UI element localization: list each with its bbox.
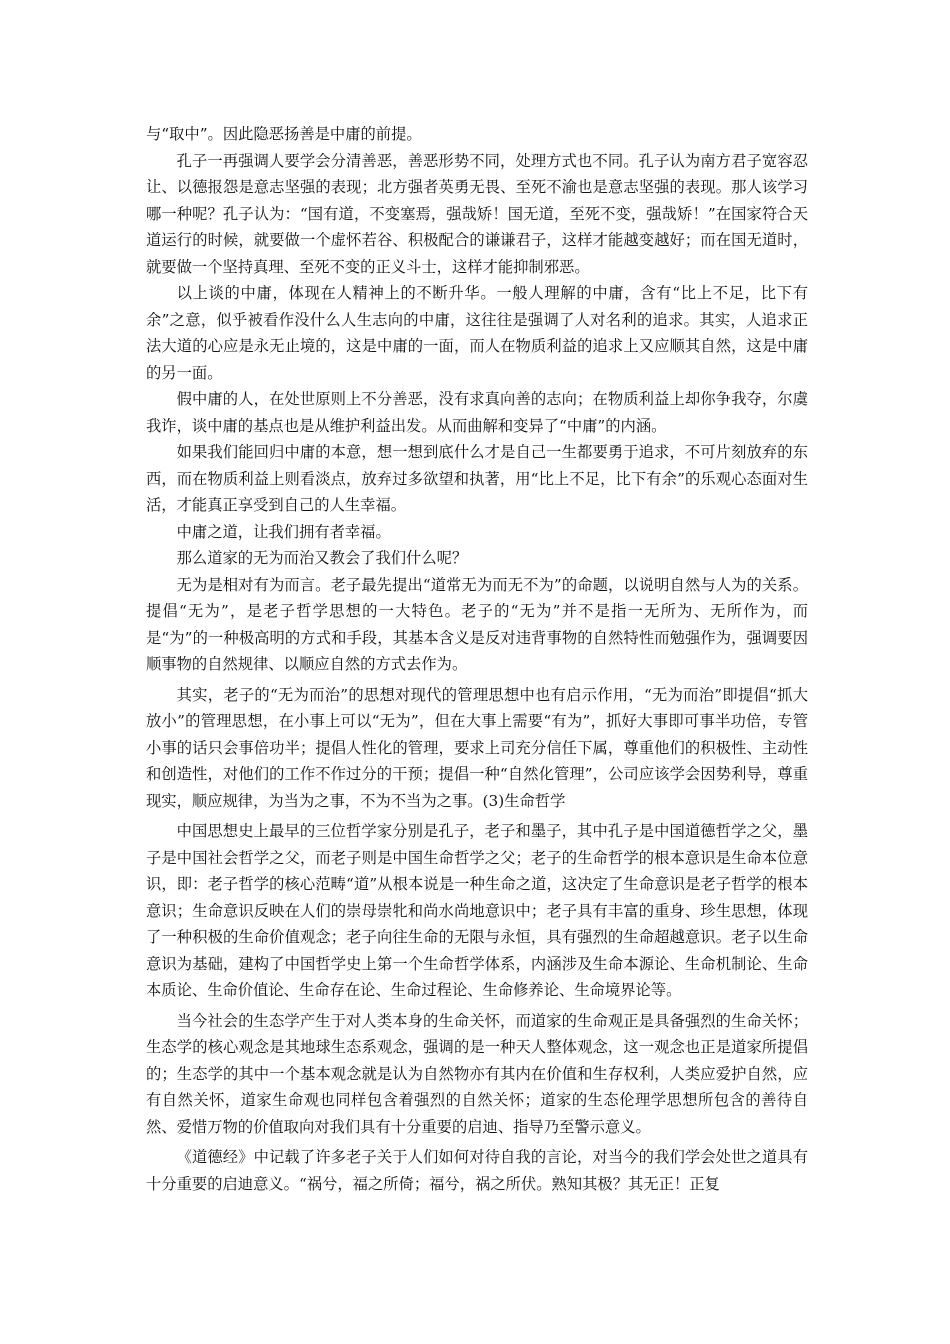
- paragraph-false-zhongyong: 假中庸的人，在处世原则上不分善恶，没有求真向善的志向；在物质利益上却你争我夺，尔虞我诈，谈中庸的基点也是从维护利益出发。从而曲解和变异了“中庸”的内涵。: [146, 390, 808, 435]
- paragraph-wuwei-definition: 无为是相对有为而言。老子最先提出“道常无为而无不为”的命题，以说明自然与人为的关系。提倡“无为”，是老子哲学思想的一大特色。老子的“无为”并不是指一无所为、无所作为，而是“为”的一种极高明的方式和手段，其基本含义是反对违背事物的自然特性而勉强作为，强调要因顺事物的自然规律、以顺应自然的方式去作为。: [146, 575, 808, 673]
- document-page: [146, 121, 808, 1197]
- paragraph-daodejing: 《道德经》中记载了许多老子关于人们如何对待自我的言论，对当今的我们学会处世之道具有十分重要的启迪意义。“祸兮，福之所倚；福兮，祸之所伏。熟知其极？其无正！正复: [146, 1148, 808, 1193]
- paragraph-zhongyong-spirit: 以上谈的中庸，体现在人精神上的不断升华。一般人理解的中庸，含有“比上不足，比下有余”之意，似乎被看作没什么人生志向的中庸，这往往是强调了人对名利的追求。其实，人追求正法大道的心应是永无止境的，这是中庸的一面，而人在物质利益的追求上又应顺其自然，这是中庸的另一面。: [146, 284, 808, 382]
- paragraph-zhongyong-happiness: 中庸之道，让我们拥有者幸福。: [176, 522, 391, 541]
- paragraph-life-philosophy: 中国思想史上最早的三位哲学家分别是孔子，老子和墨子，其中孔子是中国道德哲学之父，墨子是中国社会哲学之父，而老子则是中国生命哲学之父；老子的生命哲学的根本意识是生命本位意识，即：老子哲学的核心范畴“道”从根本说是一种生命之道，这决定了生命意识是老子哲学的根本意识；生命意识反映在人们的崇母崇牝和尚水尚地意识中；老子具有丰富的重身、珍生思想，体现了一种积极的生命价值观念；老子向往生命的无限与永恒，具有强烈的生命超越意识。老子以生命意识为基础，建构了中国哲学史上第一个生命哲学体系，内涵涉及生命本源论、生命机制论、生命本质论、生命价值论、生命存在论、生命过程论、生命修养论、生命境界论等。: [146, 822, 808, 999]
- paragraph-wuwei-management: 其实，老子的“无为而治”的思想对现代的管理思想中也有启示作用，“无为而治”即提倡“抓大放小”的管理思想，在小事上可以“无为”，但在大事上需要“有为”，抓好大事即可事半功倍，专管小事的话只会事倍功半；提倡人性化的管理，要求上司充分信任下属，尊重他们的积极性、主动性和创造性，对他们的工作不作过分的干预；提倡一种“自然化管理”，公司应该学会因势利导，尊重现实，顺应规律，为当为之事，不为不当为之事。(3)生命哲学: [146, 685, 808, 810]
- paragraph-ecology: 当今社会的生态学产生于对人类本身的生命关怀，而道家的生命观正是具备强烈的生命关怀；生态学的核心观念是其地球生态系观念，强调的是一种天人整体观念，这一观念也正是道家所提倡的；生态学的其中一个基本观念就是认为自然物亦有其内在价值和生存权利，人类应爱护自然，应有自然关怀，道家生命观也同样包含着强烈的自然关怀；道家的生态伦理学思想所包含的善待自然、爱惜万物的价值取向对我们具有十分重要的启迪、指导乃至警示意义。: [146, 1011, 808, 1136]
- paragraph-continuation: 与“取中”。因此隐恶扬善是中庸的前提。: [146, 125, 422, 143]
- paragraph-confucius-good-evil: 孔子一再强调人要学会分清善恶，善恶形势不同，处理方式也不同。孔子认为南方君子宽容忍让、以德报怨是意志坚强的表现；北方强者英勇无畏、至死不渝也是意志坚强的表现。那人该学习哪一种呢？孔子认为：“国有道，不变塞焉，强哉矫！国无道，至死不变，强哉矫！”在国家符合天道运行的时候，就要做一个虚怀若谷、积极配合的谦谦君子，这样才能越变越好；而在国无道时，就要做一个坚持真理、至死不变的正义斗士，这样才能抑制邪恶。: [146, 151, 808, 276]
- paragraph-daoist-question: 那么道家的无为而治又教会了我们什么呢？: [176, 549, 468, 567]
- paragraph-return-to-zhongyong: 如果我们能回归中庸的本意，想一想到底什么才是自己一生都要勇于追求，不可片刻放弃的东西，而在物质利益上则看淡点，放弃过多欲望和执著，用“比上不足，比下有余”的乐观心态面对生活，才能真正享受到自己的人生幸福。: [146, 443, 808, 514]
